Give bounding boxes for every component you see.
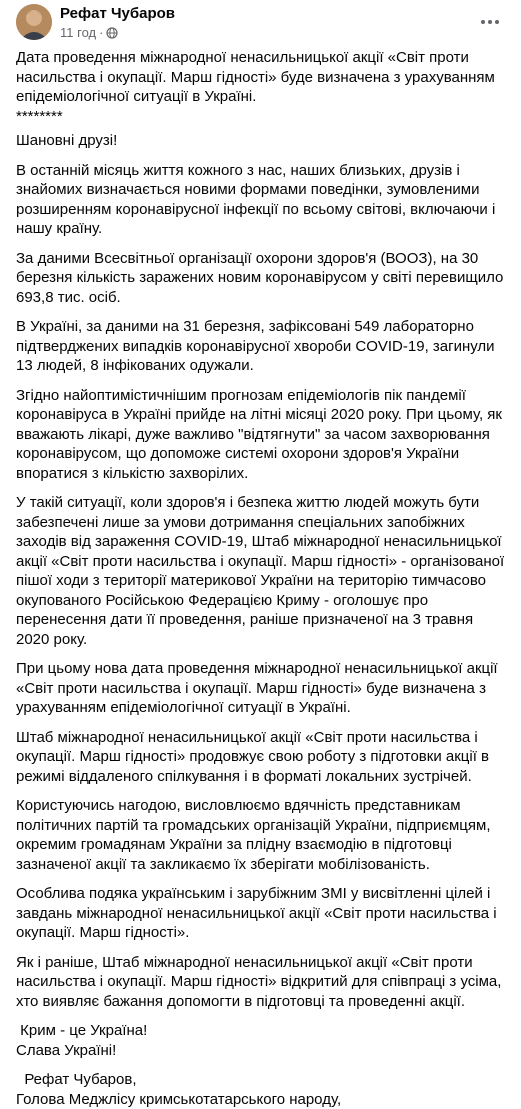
- post-paragraph: За даними Всесвітньої організації охорони здоров'я (ВООЗ), на 30 березня кількість заражених новим коронавірусом у світі перевищило 693,8 тис. осіб.: [16, 249, 508, 308]
- meta-separator: ·: [99, 25, 103, 40]
- signature-name: Рефат Чубаров,: [16, 1070, 508, 1090]
- more-options-button[interactable]: [476, 8, 504, 36]
- author-name[interactable]: Рефат Чубаров: [60, 5, 175, 22]
- post-header: [0, 0, 521, 44]
- post-paragraph: Штаб міжнародної ненасильницької акції «Світ проти насильства і окупації. Марш гідності» продовжує свою роботу з підготовки акції в режимі віддаленого спілкування і в форматі локальних зустрічей.: [16, 728, 508, 787]
- closing-line: Крим - це Україна!: [16, 1021, 508, 1041]
- post-paragraph: Дата проведення міжнародної ненасильницької акції «Світ проти насильства і окупації. Марш гідності» буде визначена з урахуванням епідеміологічної ситуації в Україні.: [16, 48, 508, 107]
- post-paragraph: Особлива подяка українським і зарубіжним ЗМІ у висвітленні цілей і завдань міжнародної ненасильницької акції «Світ проти насильства і окупації. Марш гідності».: [16, 884, 508, 943]
- post-body: [16, 48, 508, 1109]
- post-timestamp[interactable]: 11 год: [60, 25, 96, 40]
- more-options-icon: [480, 19, 500, 25]
- post-meta: [60, 25, 118, 40]
- closing-line: Слава Україні!: [16, 1041, 508, 1061]
- post-paragraph: Згідно найоптимістичнішим прогнозам епідеміологів пік пандемії коронавіруса в Україні прийде на літні місяці 2020 року. При цьому, як вважають лікарі, дуже важливо "відтягнути" за часом захворювання коронавірусом, що допоможе системі охорони здоров'я України впоратися з кількістю захворілих.: [16, 386, 508, 484]
- globe-icon: [106, 27, 118, 39]
- author-avatar[interactable]: [16, 4, 52, 40]
- post-paragraph: Користуючись нагодою, висловлюємо вдячність представникам політичних партій та громадських організацій України, підприємцям, окремим громадянам України за плідну взаємодію в підготовці зазначеної акції та закликаємо їх зберігати мобілізованість.: [16, 796, 508, 874]
- post-greeting: Шановні друзі!: [16, 131, 508, 151]
- post-paragraph: В останній місяць життя кожного з нас, наших близьких, друзів і знайомих визначається новими формами поведінки, зумовленими розширенням коронавірусної інфекції по всьому світові, включаючи і нашу країну.: [16, 161, 508, 239]
- profile-photo-icon: [16, 4, 52, 40]
- post-paragraph: В Україні, за даними на 31 березня, зафіксовані 549 лабораторно підтверджених випадків коронавірусної хвороби COVID-19, загинули 13 людей, 8 інфікованих одужали.: [16, 317, 508, 376]
- signature-title: Голова Меджлісу кримськотатарського народу,: [16, 1090, 508, 1109]
- post-separator: ********: [16, 107, 508, 127]
- post-paragraph: При цьому нова дата проведення міжнародної ненасильницької акції «Світ проти насильства і окупації. Марш гідності» буде визначена з урахуванням епідеміологічної ситуації в Україні.: [16, 659, 508, 718]
- post-paragraph: У такій ситуації, коли здоров'я і безпека життю людей можуть бути забезпечені лише за умови дотримання спеціальних запобіжних заходів від зараження COVID-19, Штаб міжнародної ненасильницької акції «Світ проти насильства і окупації. Марш гідності» - організованої пішої ходи з території материкової України на територію тимчасово окупованого Російською Федерацією Криму - оголошує про перенесення дати її проведення, раніше призначеної на 3 травня 2020 року.: [16, 493, 508, 649]
- post-paragraph: Як і раніше, Штаб міжнародної ненасильницької акції «Світ проти насильства і окупації. Марш гідності» відкритий для співпраці з усіма, хто виявляє бажання допомогти в підготовці та проведенні акції.: [16, 953, 508, 1012]
